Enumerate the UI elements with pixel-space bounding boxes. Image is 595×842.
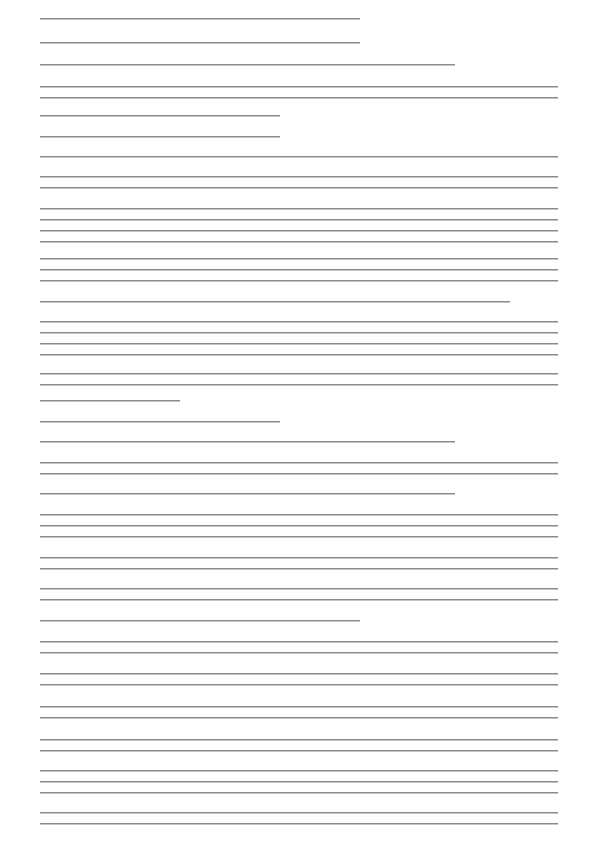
list-item-fresh-paint [40,152,558,163]
section-4-10 [40,808,558,830]
list-item-remove-deposits [40,38,360,49]
section-4-9 [40,766,558,799]
paragraph-explosion-hazard [40,702,558,724]
list-item-open-hatches [40,82,558,104]
list-item-washing [40,60,455,71]
list-item-oily-clothing [40,297,510,308]
section-4-5 [40,369,558,391]
section-4-6 [40,510,558,543]
paragraph-worn-insulation [40,616,360,627]
list-item-permit [40,396,180,407]
list-item-plugs [40,14,360,25]
paragraph-water-wetting [40,553,558,575]
list-item-protection [40,458,558,480]
paragraph-return-wire [40,735,558,757]
list-item-cable-burning [40,172,558,194]
list-item-air-analysis [40,437,455,448]
paragraph-flexible-wires [40,637,558,659]
section-4-8 [40,669,558,691]
paragraph-journal-entry [40,489,455,500]
list-item-pipelines [40,254,558,287]
list-item-cable-laying [40,204,558,248]
list-item-fire-measures [40,417,280,428]
list-item-faulty-equipment [40,132,280,143]
section-4-4 [40,317,558,361]
section-heading-4-3 [40,111,280,122]
section-4-7 [40,584,558,606]
